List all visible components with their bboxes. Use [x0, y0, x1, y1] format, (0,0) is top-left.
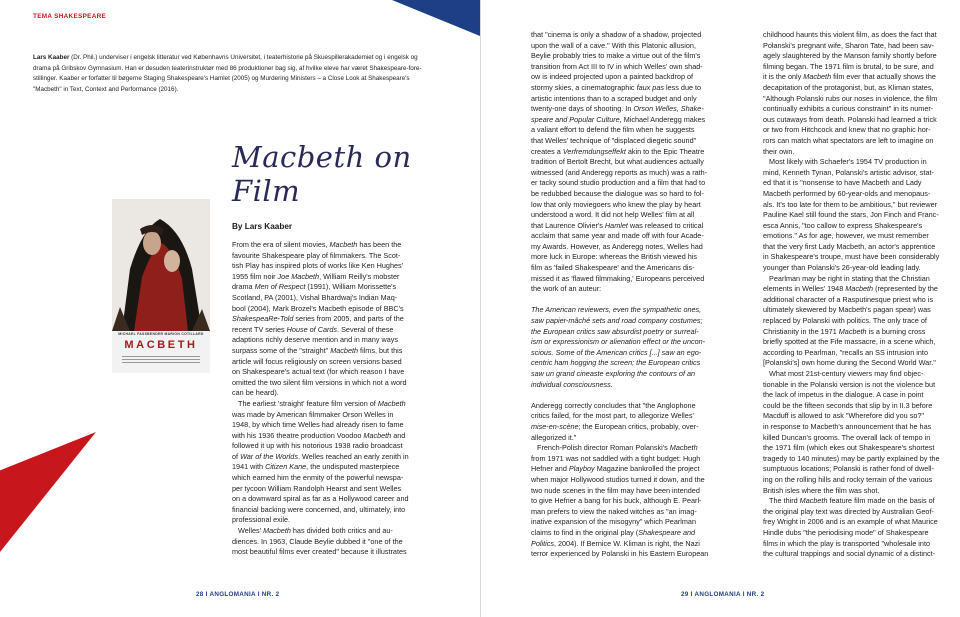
text-line: Pearlman may be right in stating that the Christian	[763, 273, 930, 283]
corner-decoration-red	[0, 432, 96, 552]
text-line: two nude scenes in the film may have been intended	[531, 485, 700, 495]
article-title: Macbeth on Film	[232, 140, 412, 208]
text-line: emotions." As for age, however, we must remember	[763, 231, 929, 241]
text-line: mise-en-scène; the European critics, probably, over-	[531, 421, 699, 431]
author-bio-name: Lars Kaaber	[33, 54, 70, 61]
text-column-1	[232, 240, 456, 558]
text-line: Welles' Macbeth has divided both critics and au-	[232, 526, 393, 536]
text-line: Hefner and Playboy Magazine bankrolled the project	[531, 464, 700, 474]
text-line: film as 'failed Shakespeare' and the Americans dis-	[531, 263, 695, 273]
text-line: briefly spotted at the Fife massacre, in a scene which,	[763, 337, 936, 347]
text-line: tradition of Bertolt Brecht, but what audiences actually	[531, 157, 704, 167]
text-line	[531, 390, 749, 401]
text-line: the original play text was directed by Australian Geof-	[763, 506, 934, 516]
text-line: "Although Polanski rubs our noses in violence, the film	[763, 93, 938, 103]
text-line: creates a Verfremdungseffekt akin to the Epic Theatre	[531, 146, 705, 156]
text-line: recent TV series House of Cards. Several of these	[232, 324, 394, 334]
author-bio-line: (Dr. Phil.) underviser i engelsk litteratur ved Københavns Universitet, i teaterhistorie på Skuespillerakademiet og i engelsk og	[69, 54, 418, 61]
text-line: more luck in Europe: whereas the British viewed his	[531, 252, 698, 262]
text-line: younger than Polanski's 26-year-old leading lady.	[763, 263, 921, 273]
text-line: the work of an auteur:	[531, 284, 602, 294]
text-line: Most likely with Schaefer's 1954 TV production in	[763, 157, 927, 167]
text-line: that the very first Lady Macbeth, an actor's apprentice	[763, 241, 936, 251]
text-line: Pauline Kael still found the stars, Jon Finch and Franc-	[763, 210, 939, 220]
text-line: What most 21st-century viewers may find objec-	[763, 369, 924, 378]
text-line: a valiant effort to defend the film when he suggests	[531, 125, 695, 135]
page-footer-left: 28 I ANGLOMANIA I NR. 2	[196, 591, 280, 598]
text-line: of War of the Worlds. Welles reached an early zenith in	[232, 451, 409, 461]
author-bio-line: stillinger. Kaaber er forfatter til bøgerne Staging Shakespeare's Hamlet (2005) og Murdering Ministers – a Close Look at Shakespeare's	[33, 75, 410, 83]
text-line: scious. Some of the American critics [...] saw an ego-	[531, 347, 702, 357]
text-line: that Welles' technique of "displaced diegetic sound"	[531, 135, 697, 145]
text-line: omitted the two silent film versions in which not a word	[232, 377, 407, 387]
text-line: individual consciousness.	[531, 379, 613, 389]
text-line: killed Duncan's grooms. The overall lack of tempo in	[763, 432, 931, 442]
text-line: critics failed, for the most part, to allegorize Welles'	[531, 411, 694, 421]
text-line: when major Hollywood studios turned it down, and the	[531, 474, 705, 484]
text-line: the European critics saw absurdist poetry or surreal-	[531, 326, 699, 336]
text-line: mind, Kenneth Tynan, Polanski's artistic advisor, stat-	[763, 167, 934, 177]
text-line: per tycoon William Randolph Hearst and sent Welles	[232, 483, 402, 493]
text-line: followed it up with his notorious 1938 radio broadcast	[232, 441, 403, 451]
text-line: esca Annis, "too callow to express Shakespeare's	[763, 220, 923, 230]
text-line: financial backing were concerned, and, ultimately, into	[232, 504, 406, 514]
text-line: er tacky sound studio production and a film that had to	[531, 178, 706, 188]
text-line: decapitation of the protagonist, but, as Kliman states,	[763, 82, 934, 92]
poster-cast: MICHAEL FASSBENDER MARION COTILLARD	[118, 332, 204, 336]
text-line: French-Polish director Roman Polanski's Macbeth	[531, 443, 698, 453]
text-line: agely slaughtered by the Manson family shortly before	[763, 51, 937, 61]
text-line: or two from Hitchcock and knew that no graphic hor-	[763, 125, 931, 135]
author-bio	[33, 53, 455, 95]
text-line: professional exile.	[232, 515, 291, 525]
text-line: ShakespeaRe-Told series from 2005, and parts of the	[232, 314, 404, 324]
text-line: additional character of a Rasputinesque priest who is	[763, 294, 934, 304]
page-footer-right: 29 I ANGLOMANIA I NR. 2	[681, 591, 765, 598]
text-line: frey Wright in 2006 and is an example of what Maurice	[763, 517, 938, 527]
text-line: ing on the rolling hills and rocky terrain of the various	[763, 474, 933, 484]
text-line: ow is indeed projected upon a painted backdrop of	[531, 72, 694, 82]
text-line: centric ham hogging the screen; the European critics	[531, 358, 701, 368]
text-line: [Polanski's] own home during the Second World War."	[763, 358, 936, 368]
poster-credits	[122, 356, 200, 367]
text-line: could be the fifteen seconds that slip by in II.3 before	[763, 400, 933, 410]
poster-title: MACBETH	[124, 339, 198, 351]
text-line: The earliest 'straight' feature film version of Macbeth	[232, 398, 406, 408]
text-line: replaced by Polanski with politics. The only trace of	[763, 316, 927, 326]
section-tag: TEMA SHAKESPEARE	[33, 13, 107, 20]
text-line: ous cutaways from death. Polanski had learned a trick	[763, 114, 937, 124]
text-line: Hindle dubs "the periodising mode" of Shakespeare	[763, 527, 929, 537]
text-line: saw papier-mâché sets and road company costumes;	[531, 316, 703, 326]
text-line: 1941 with Citizen Kane, the undisputed masterpiece	[232, 462, 400, 472]
text-line: witnessed (and Anderegg reports as much) was a rath-	[531, 167, 708, 177]
text-line: article will focus religiously on screen versions based	[232, 356, 402, 366]
text-line: Beylie probably tries to make a virtue out of the film's	[531, 51, 701, 61]
text-line: ism or expressionism or alienation effect or the uncon-	[531, 337, 706, 347]
text-line: continually exhibits a curious constraint" in its numer-	[763, 104, 934, 114]
text-line: the 1971 film (which ekes out Shakespeare's shortest	[763, 443, 935, 453]
text-line: tish Play has inspired plots of works like Ken Hughes'	[232, 261, 404, 271]
text-line: in Shakespeare's troupe, must have been considerably	[763, 252, 940, 262]
text-line: Anderegg correctly concludes that "the Anglophone	[531, 400, 696, 410]
text-line: man prefers to view the naked witches as "an imag-	[531, 506, 697, 516]
text-line: adaptions richly deserve mention and in many ways	[232, 335, 399, 345]
text-line: sumptuous locations; Polanski is rather fond of dwell-	[763, 464, 934, 474]
text-line: Polanski's pregnant wife, Sharon Tate, had been sav-	[763, 40, 934, 50]
text-line: the lack of impetus in the dialogue. A case in point	[763, 390, 924, 400]
author-bio-line: drama på Gribskov Gymnasium. Han er desuden teaterinstruktør med 86 produktioner bag sig, af hvilke eleve har været Shakespeare-fore-	[33, 64, 422, 72]
text-column-3	[763, 30, 947, 560]
text-line: filming began. The 1971 film is brutal, to be sure, and	[763, 61, 934, 71]
text-line: 1955 film noir Joe Macbeth, William Reilly's mobster	[232, 271, 400, 281]
text-line: understood a word. It did not help Welles' film at all	[531, 210, 695, 220]
text-line: tragedy to 140 minutes) may be partly explained by the	[763, 453, 940, 463]
text-line: inative expansion of the misogyny" which Pearlman	[531, 517, 696, 527]
text-line: their own.	[763, 146, 795, 156]
text-line: missed it as 'flawed filmmaking,' Europeans perceived	[531, 273, 705, 283]
text-line: it is the only Macbeth film ever that actually shows the	[763, 72, 936, 82]
text-line: favourite Shakespeare play of filmmakers. The Scot-	[232, 250, 401, 260]
text-line: tionable in the Polanski version is not the violence but	[763, 379, 936, 389]
text-line: stormy skies, a cinematographic faux pas less due to	[531, 82, 702, 92]
text-line: From the era of silent movies, Macbeth has been the	[232, 240, 402, 249]
text-line: ultimately skewered by Macbeth's pagan spear) was	[763, 305, 931, 315]
text-line: allegorized it."	[531, 432, 577, 442]
text-line: ed that it is "nonsense to have Macbeth and Lady	[763, 178, 922, 188]
text-line: bool (2004), Mark Brozel's Macbeth episode of BBC's	[232, 303, 404, 313]
text-line: according to Pearlman, "recalls an SS intrusion into	[763, 347, 928, 357]
text-line: to give Hefner a bang for his buck, although E. Pearl-	[531, 496, 702, 506]
text-line: Macbeth performed by 60-year-olds and menopaus-	[763, 188, 931, 198]
text-line: upon the wall of a cave." With this Platonic allusion,	[531, 40, 696, 50]
text-line: surpass some of the "straight" Macbeth films, but this	[232, 345, 403, 355]
text-line: speare and Popular Culture, Michael Anderegg makes	[531, 114, 706, 124]
text-line: on Shakespeare's actual text (for which reason I have	[232, 367, 405, 377]
text-line: films in which the play is transported "wholesale into	[763, 538, 930, 548]
text-line: with his 1936 theatre production Voodoo Macbeth and	[232, 430, 406, 440]
text-line: transition from Act III to IV in which Welles' own shad-	[531, 61, 703, 71]
text-line: diences. In 1963, Claude Beylie dubbed it "one of the	[232, 536, 403, 546]
text-line: twenty-one days of shooting. In Orson Welles, Shake-	[531, 104, 704, 114]
text-line: be redubbed because the dialogue was so hard to fol-	[531, 188, 704, 198]
text-line: The third Macbeth feature film made on the basis of	[763, 496, 935, 506]
text-line: most beautiful films ever created" because it illustrates	[232, 547, 407, 557]
text-line	[531, 295, 749, 306]
text-line: low that only moviegoers who knew the play by heart	[531, 199, 701, 209]
text-line: was made by American filmmaker Orson Welles in	[232, 409, 394, 419]
movie-poster	[112, 199, 210, 373]
text-line: acclaim that same year and made off with four Acade-	[531, 231, 704, 241]
text-column-2	[531, 30, 749, 560]
text-line: my Awards. However, as Anderegg notes, Welles had	[531, 241, 703, 251]
text-line: the cultural trappings and social dynamic of a distinct-	[763, 549, 936, 559]
text-line: Christianity in the 1971 Macbeth is a burning cross	[763, 326, 926, 336]
text-line: childhood haunts this violent film, as does the fact that	[763, 30, 937, 39]
text-line: als. It's too late for them to be ambitious," but reviewer	[763, 199, 938, 209]
text-line: Macduff is allowed to ask "Wherefore did you so?"	[763, 411, 924, 421]
poster-artwork	[112, 199, 210, 331]
corner-decoration-blue	[392, 0, 480, 36]
text-line: from 1971 was not saddled with a tight budget: Hugh	[531, 453, 701, 463]
text-line: elements in Welles' 1948 Macbeth (represented by the	[763, 284, 938, 294]
text-line: that Laurence Olivier's Hamlet was released to critical	[531, 220, 704, 230]
text-line: 1948, by which time Welles had already risen to fame	[232, 420, 404, 430]
text-line: British isles where the film was shot.	[763, 485, 880, 495]
text-line: drama Men of Respect (1991), William Morissette's	[232, 282, 397, 292]
text-line: claims to find in the original play (Shakespeare and	[531, 527, 696, 537]
byline: By Lars Kaaber	[232, 222, 293, 231]
text-line: artistic intentions than to a scraped budget and only	[531, 93, 697, 103]
text-line: rors can match what spectators are left to imagine on	[763, 135, 934, 145]
text-line: Politics, 2004). If Bernice W. Kliman is right, the Nazi	[531, 538, 700, 548]
text-line: can be heard).	[232, 388, 279, 398]
text-line: in response to Macbeth's announcement that he has	[763, 421, 932, 431]
text-line: The American reviewers, even the sympathetic ones,	[531, 305, 702, 315]
text-line: that "cinema is only a shadow of a shadow, projected	[531, 30, 702, 39]
text-line: terror experienced by Polanski in his Eastern European	[531, 549, 709, 559]
text-line: saw un grand cineaste exploring the contours of an	[531, 369, 696, 378]
author-bio-line: "Macbeth" in Text, Context and Performance (2016).	[33, 85, 179, 93]
text-line: which earned him the enmity of the powerful newspa-	[232, 473, 404, 483]
text-line: Scotland, PA (2001), Vishal Bhardwaj's Indian Maq-	[232, 292, 398, 302]
text-line: on a downward spiral as far as a Hollywood career and	[232, 494, 409, 504]
